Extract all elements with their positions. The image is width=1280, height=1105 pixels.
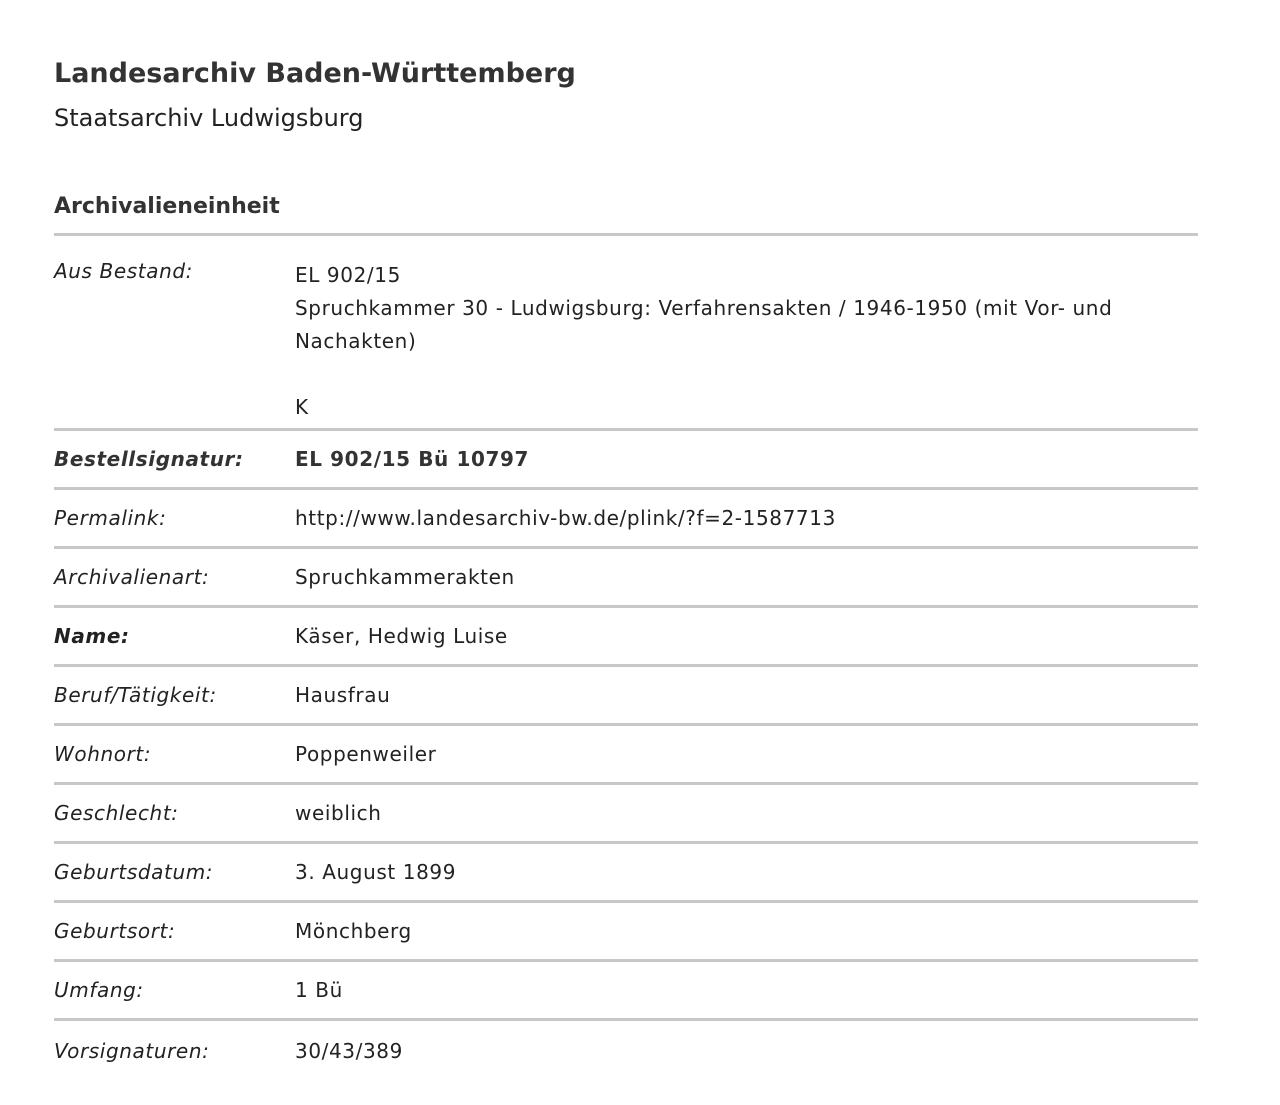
record-label: Beruf/Tätigkeit: [54,683,217,707]
bestand-description: Spruchkammer 30 - Ludwigsburg: Verfahrensakten / 1946-1950 (mit Vor- und Nachakten) [295,296,1113,353]
record-value [295,259,1198,428]
record-value: 30/43/389 [295,1038,403,1063]
record-row-name [54,608,1198,667]
record-value: Poppenweiler [295,742,437,766]
record-value: Mönchberg [295,919,412,943]
record-row-bestellsignatur [54,431,1198,490]
record-label: Aus Bestand: [54,259,193,283]
record-row-aus-bestand [54,236,1198,431]
record-row-archivalienart [54,549,1198,608]
record-row-geburtsort [54,903,1198,962]
record-value: Hausfrau [295,683,391,707]
record-table [54,233,1198,1080]
record-label: Vorsignaturen: [54,1038,210,1063]
record-value: weiblich [295,801,382,825]
record-row-permalink [54,490,1198,549]
record-label: Bestellsignatur: [54,447,244,471]
record-row-vorsignaturen [54,1021,1198,1080]
record-label: Geburtsort: [54,919,176,943]
record-row-geburtsdatum [54,844,1198,903]
record-value: 1 Bü [295,978,343,1002]
spacer [295,358,1198,391]
archive-title: Landesarchiv Baden-Württemberg [54,58,576,89]
record-label: Geschlecht: [54,801,179,825]
record-value: EL 902/15 Bü 10797 [295,447,530,471]
record-label: Geburtsdatum: [54,860,214,884]
permalink-link[interactable]: http://www.landesarchiv-bw.de/plink/?f=2-1587713 [295,506,836,530]
section-title: Archivalieneinheit [54,194,280,219]
record-label: Permalink: [54,506,167,530]
record-value: Spruchkammerakten [295,565,515,589]
record-row-beruf [54,667,1198,726]
record-row-wohnort [54,726,1198,785]
bestand-extra: K [295,395,309,419]
bestand-code: EL 902/15 [295,263,401,287]
record-value: Käser, Hedwig Luise [295,624,508,648]
archive-subtitle: Staatsarchiv Ludwigsburg [54,104,364,132]
record-label: Name: [54,624,130,648]
record-row-geschlecht [54,785,1198,844]
record-label: Umfang: [54,978,144,1002]
record-label: Archivalienart: [54,565,210,589]
record-value: 3. August 1899 [295,860,457,884]
record-row-umfang [54,962,1198,1021]
record-label: Wohnort: [54,742,152,766]
